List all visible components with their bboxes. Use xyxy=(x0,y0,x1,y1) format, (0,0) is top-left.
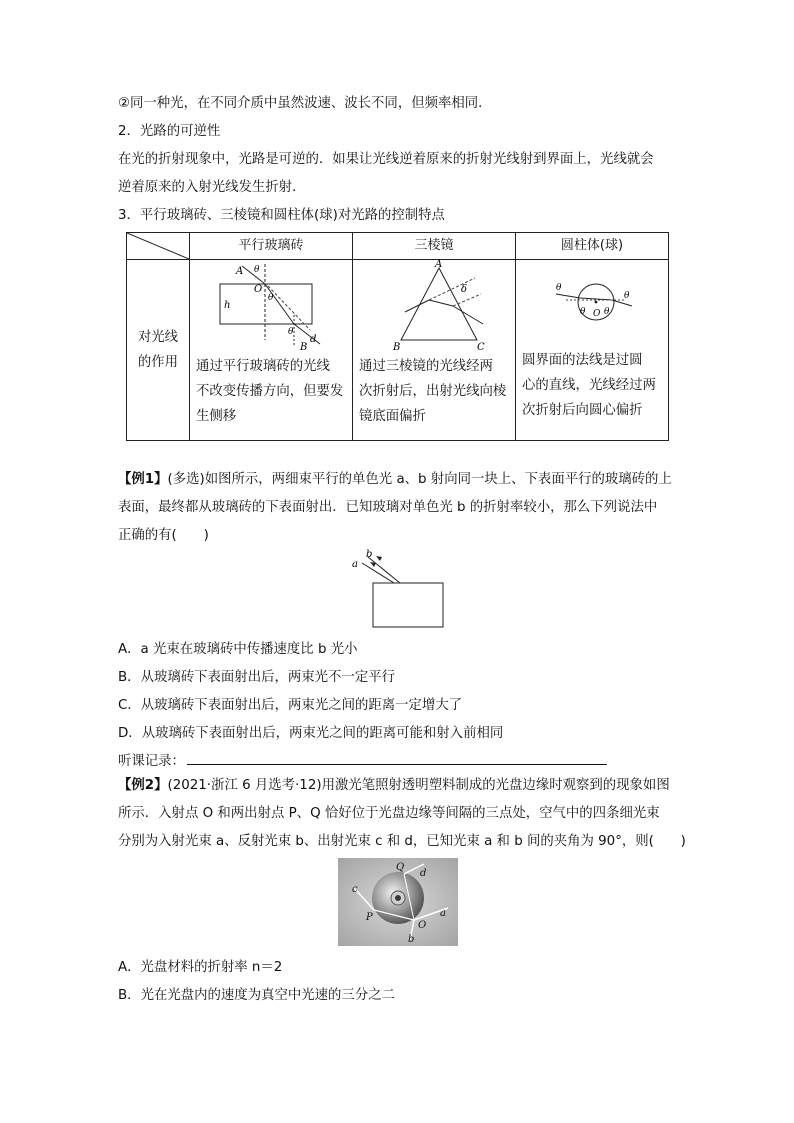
cyl-label-theta4: θ xyxy=(624,291,630,301)
fig1-label-b: b xyxy=(366,549,373,560)
cylinder-cell xyxy=(516,260,669,441)
photo-label-a: a xyxy=(440,908,446,919)
example1-type: (多选) xyxy=(167,472,205,487)
diagonal-line xyxy=(127,233,189,259)
comparison-table xyxy=(126,232,669,441)
prism-label-a: A xyxy=(435,260,443,270)
cyl-label-theta3: θ xyxy=(604,307,610,317)
example2-photo xyxy=(338,858,458,946)
header-slab: 平行玻璃砖 xyxy=(190,233,353,260)
photo-label-d: d xyxy=(420,868,427,879)
paragraph-line-2: 逆着原来的入射光线发生折射． xyxy=(118,180,306,195)
point-2-text: ②同一种光，在不同介质中虽然波速、波长不同，但频率相同． xyxy=(118,96,492,111)
slab-desc-line2: 不改变传播方向，但要发 xyxy=(196,384,344,399)
prism-label-delta: δ xyxy=(461,284,468,295)
example1-option-d: D．从玻璃砖下表面射出后，两束光之间的距离可能和射入前相同 xyxy=(118,726,504,741)
header-prism: 三棱镜 xyxy=(353,233,516,260)
heading-reversibility: 2．光路的可逆性 xyxy=(118,124,221,139)
example1-text1: 如图所示，两细束平行的单色光 a、b 射向同一块上、下表面平行的玻璃砖的上 xyxy=(204,472,672,487)
example1-figure xyxy=(350,549,450,631)
slab-label-theta1: θ xyxy=(254,265,260,275)
slab-desc-line3: 生侧移 xyxy=(196,409,237,424)
slab-desc-line1: 通过平行玻璃砖的光线 xyxy=(196,359,330,374)
example1-line1 xyxy=(118,470,672,489)
cyl-desc-line2: 心的直线，光线经过两 xyxy=(522,378,656,393)
cyl-label-theta1: θ xyxy=(556,283,562,293)
row-label-cell xyxy=(127,260,190,441)
photo-label-q: Q xyxy=(396,862,405,873)
example2-text1: (2021·浙江 6 月选考·12)用激光笔照射透明塑料制成的光盘边缘时观察到的现象如图 xyxy=(167,778,670,793)
example2-tag: 【例2】 xyxy=(118,778,168,793)
table-corner-cell xyxy=(127,233,190,260)
slab-label-o: O xyxy=(254,284,263,295)
slab-label-d: d xyxy=(310,334,317,345)
notes-line xyxy=(118,750,607,771)
heading-control-features: 3．平行玻璃砖、三棱镜和圆柱体(球)对光路的控制特点 xyxy=(118,208,445,223)
prism-desc-line3: 镜底面偏折 xyxy=(359,409,426,424)
slab-label-a: A xyxy=(236,266,244,277)
row-label-line1: 对光线 xyxy=(137,330,179,345)
example1-line3: 正确的有( ) xyxy=(118,528,209,543)
slab-label-h: h xyxy=(224,300,231,311)
photo-label-c: c xyxy=(352,884,358,895)
slab-description xyxy=(190,352,352,431)
cyl-label-theta2: θ xyxy=(580,307,586,317)
photo-label-b: b xyxy=(408,934,415,945)
cyl-desc-line1: 圆界面的法线是过圆 xyxy=(522,353,643,368)
example1-line2: 表面，最终都从玻璃砖的下表面射出．已知玻璃对单色光 b 的折射率较小，那么下列说法中 xyxy=(118,500,658,515)
slab-label-theta2: θ xyxy=(268,293,274,303)
notes-blank[interactable] xyxy=(187,750,607,765)
prism-diagram xyxy=(353,260,515,352)
fig1-label-a: a xyxy=(352,559,358,570)
example1-tag: 【例1】 xyxy=(118,472,168,487)
photo-label-o: O xyxy=(418,920,427,931)
example2-line2: 所示．入射点 O 和两出射点 P、Q 恰好位于光盘边缘等间隔的三点处，空气中的四条细光束 xyxy=(118,806,660,821)
photo-label-p: P xyxy=(366,912,373,923)
prism-desc-line1: 通过三棱镜的光线经两 xyxy=(359,359,493,374)
cyl-label-o: O xyxy=(593,309,601,319)
cylinder-description xyxy=(516,340,668,425)
prism-desc-line2: 次折射后，出射光线向棱 xyxy=(359,384,507,399)
slab-label-b: B xyxy=(300,342,308,352)
prism-cell xyxy=(353,260,516,441)
prism-label-b: B xyxy=(393,342,401,352)
prism-label-c: C xyxy=(477,342,485,352)
slab-cell xyxy=(190,260,353,441)
notes-label: 听课记录： xyxy=(118,754,185,769)
paragraph-line-1: 在光的折射现象中，光路是可逆的．如果让光线逆着原来的折射光线射到界面上，光线就会 xyxy=(118,152,654,167)
slab-label-theta3: θ xyxy=(288,327,294,337)
example2-option-a: A．光盘材料的折射率 n＝2 xyxy=(118,960,283,975)
prism-description xyxy=(353,352,515,431)
row-label-line2: 的作用 xyxy=(137,355,179,370)
slab-diagram xyxy=(190,260,352,352)
example1-option-a: A．a 光束在玻璃砖中传播速度比 b 光小 xyxy=(118,642,358,657)
header-cylinder: 圆柱体(球) xyxy=(516,233,669,260)
example1-option-b: B．从玻璃砖下表面射出后，两束光不一定平行 xyxy=(118,670,395,685)
example1-option-c: C．从玻璃砖下表面射出后，两束光之间的距离一定增大了 xyxy=(118,698,463,713)
example2-option-b: B．光在光盘内的速度为真空中光速的三分之二 xyxy=(118,988,395,1003)
example2-line1 xyxy=(118,776,670,795)
cyl-desc-line3: 次折射后向圆心偏折 xyxy=(522,403,643,418)
cylinder-diagram xyxy=(516,260,668,340)
example2-line3: 分别为入射光束 a、反射光束 b、出射光束 c 和 d，已知光束 a 和 b 间的夹角为 90°，则( ) xyxy=(118,834,686,849)
